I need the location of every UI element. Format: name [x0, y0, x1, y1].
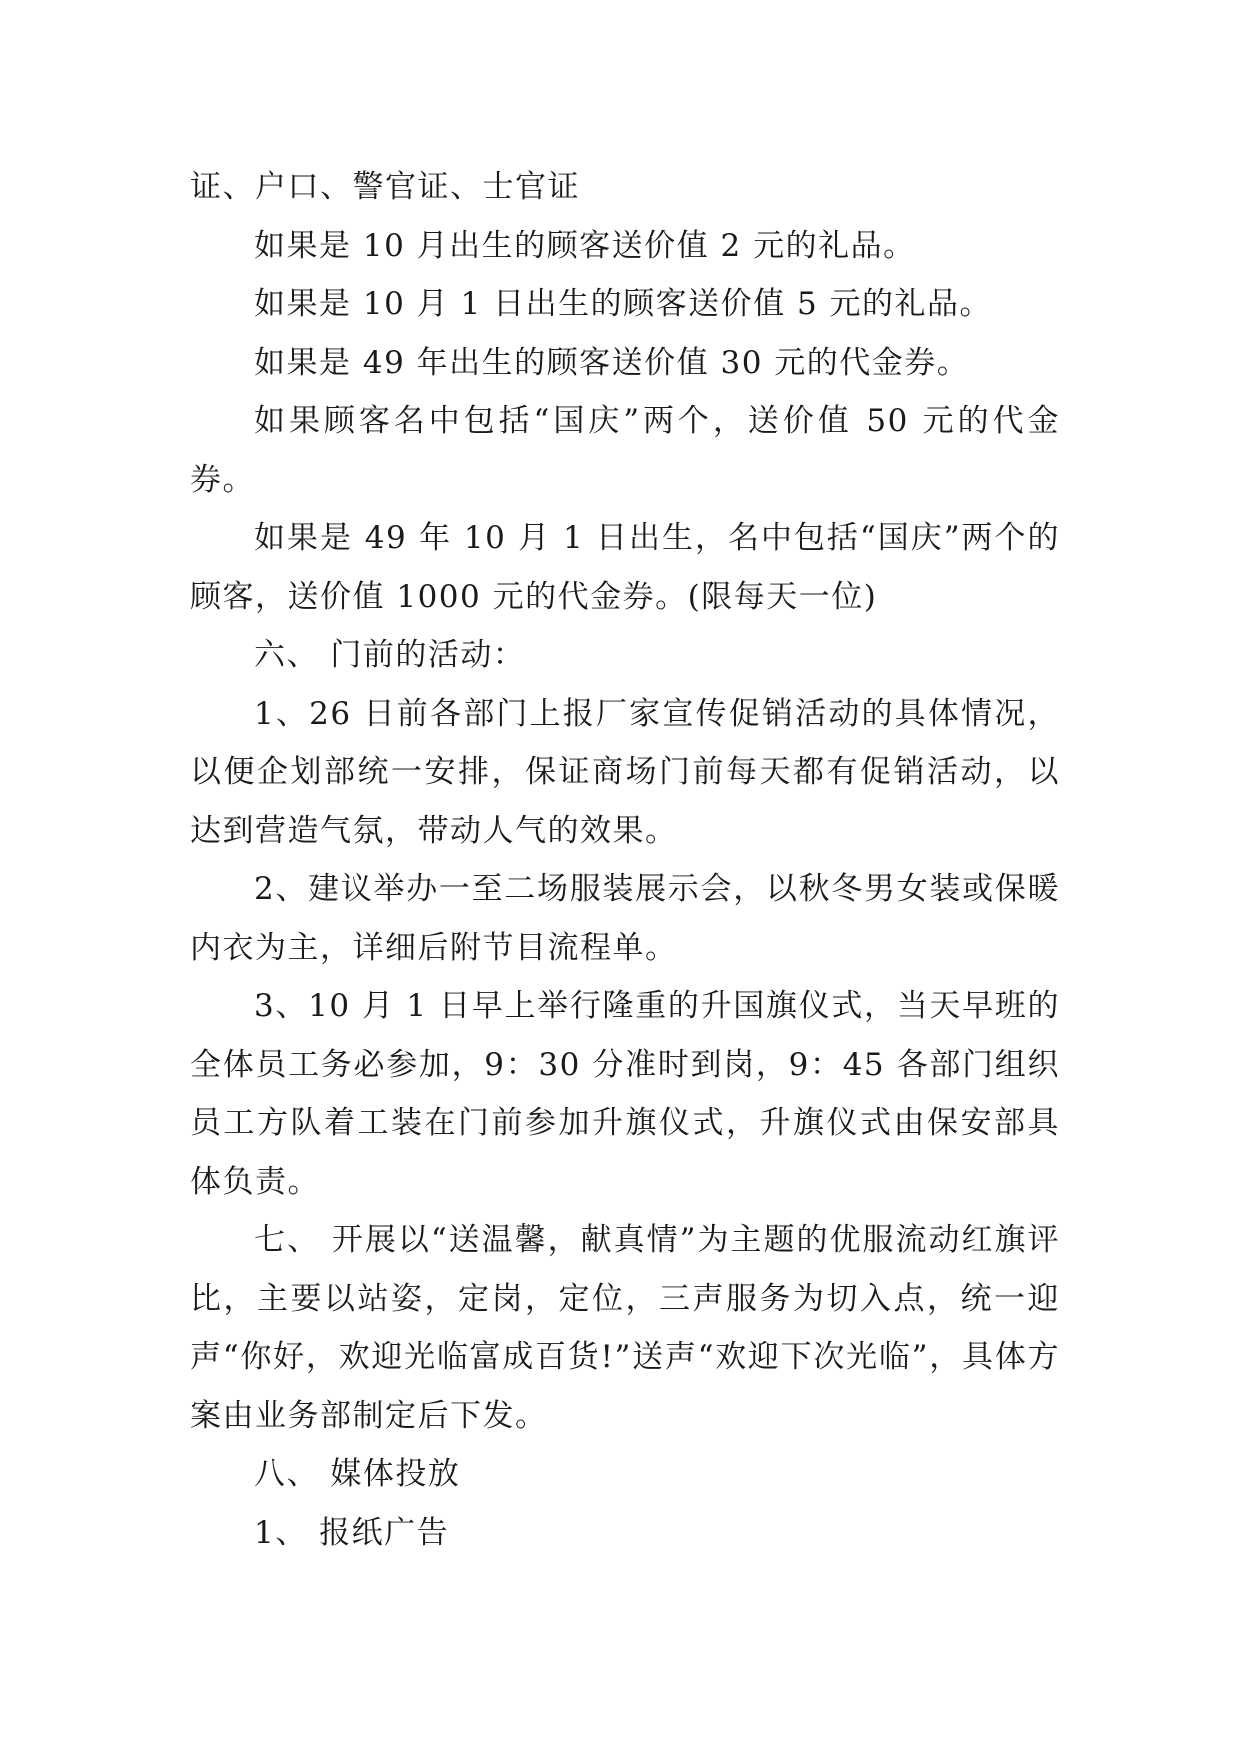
paragraph-storefront-item-3: 3、10 月 1 日早上举行隆重的升国旗仪式，当天早班的全体员工务必参加，9：30 分准时到岗，9：45 各部门组织员工方队着工装在门前参加升旗仪式，升旗仪式由保安部具体负责。	[190, 988, 1060, 1200]
document-body	[190, 158, 1060, 1562]
paragraph-grand-voucher: 如果是 49 年 10 月 1 日出生，名中包括“国庆”两个的顾客，送价值 1000 元的代金券。(限每天一位)	[190, 520, 1060, 615]
paragraph-october-birthday-gift: 如果是 10 月出生的顾客送价值 2 元的礼品。	[254, 227, 916, 264]
paragraph-id-list-continued: 证、户口、警官证、士官证	[190, 169, 580, 205]
paragraph-1949-birth-voucher: 如果是 49 年出生的顾客送价值 30 元的代金券。	[254, 344, 970, 381]
section-heading-service-campaign: 七、 开展以“送温馨，献真情”为主题的优服流动红旗评比，主要以站姿，定岗，定位，三声服务为切入点，统一迎声“你好，欢迎光临富成百货!”送声“欢迎下次光临”，具体方案由业务部制定后下发。	[190, 1222, 1060, 1434]
paragraph-newspaper-ads: 1、 报纸广告	[254, 1514, 450, 1551]
paragraph-storefront-item-1: 1、26 日前各部门上报厂家宣传促销活动的具体情况，以便企划部统一安排，保证商场门前每天都有促销活动，以达到营造气氛，带动人气的效果。	[190, 695, 1060, 849]
paragraph-october-first-birthday-gift: 如果是 10 月 1 日出生的顾客送价值 5 元的礼品。	[254, 286, 993, 322]
paragraph-guoqing-name-voucher: 如果顾客名中包括“国庆”两个，送价值 50 元的代金券。	[190, 403, 1060, 498]
section-heading-storefront-activities: 六、 门前的活动：	[254, 637, 526, 673]
section-heading-media-placement: 八、 媒体投放	[254, 1456, 461, 1492]
paragraph-storefront-item-2: 2、建议举办一至二场服装展示会，以秋冬男女装或保暖内衣为主，详细后附节目流程单。	[190, 871, 1060, 966]
